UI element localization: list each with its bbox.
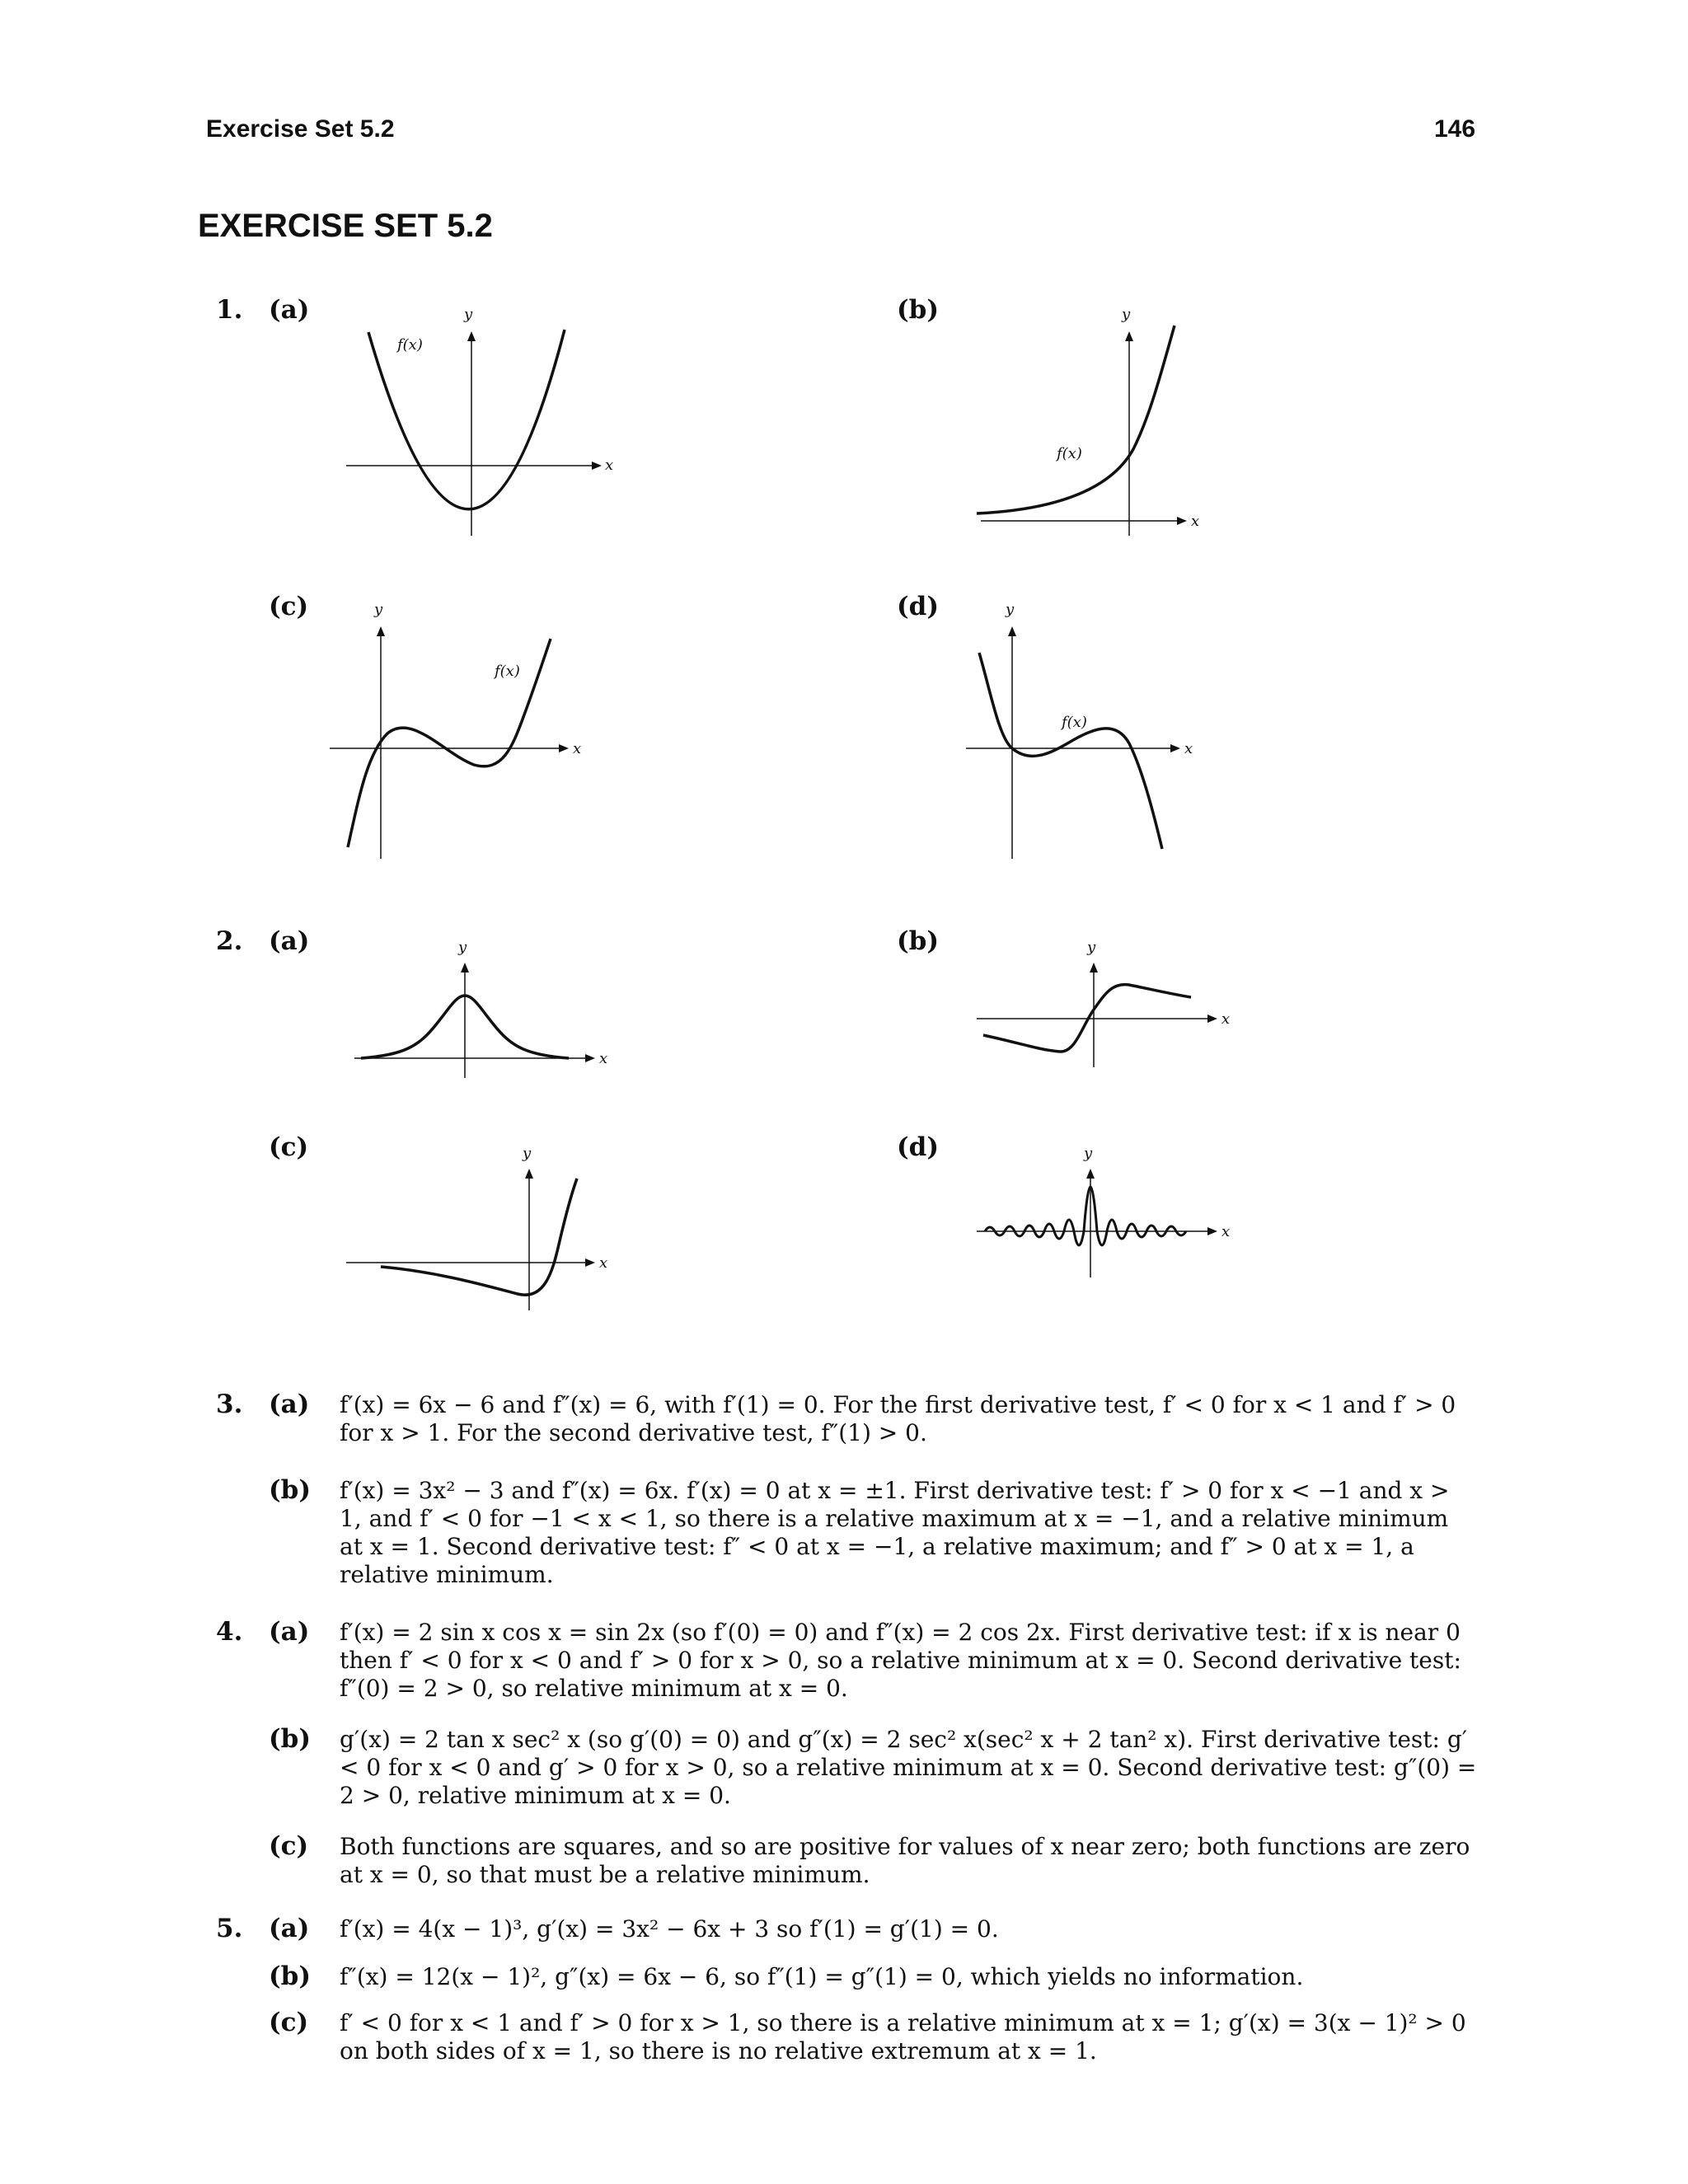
part-label-1b: (b) <box>897 295 940 325</box>
part-label-1a: (a) <box>269 295 310 325</box>
graph-1d <box>956 593 1236 865</box>
y-axis-label: y <box>1122 306 1131 323</box>
y-axis-label: y <box>523 1145 532 1162</box>
answer-4c: Both functions are squares, and so are positive for values of x near zero; both functions are zero at x = 0, so that must be a relative minimum. <box>340 1833 1470 1888</box>
function-curve <box>368 330 565 509</box>
y-axis-arrow <box>1090 963 1098 972</box>
answer-4a: f′(x) = 2 sin x cos x = sin 2x (so f′(0) = 0) and f″(x) = 2 cos 2x. First derivative test: if x is near 0 then f′ < 0 for x < 0 and f′ > 0 for x > 0, so a relative minimum at x = 0. Second derivative test: f″(0) = 2 > 0, so relative minimum at x = 0. <box>340 1619 1461 1702</box>
function-curve <box>985 1187 1186 1245</box>
x-axis-label: x <box>1221 1010 1231 1028</box>
part-label-2b: (b) <box>897 926 940 956</box>
part-label-2c: (c) <box>269 1132 309 1162</box>
x-axis-arrow <box>1207 1227 1217 1235</box>
graph-2a <box>346 931 626 1096</box>
x-axis-label: x <box>573 740 582 757</box>
y-axis-arrow <box>1125 331 1133 341</box>
x-axis-arrow <box>592 462 602 470</box>
y-axis-arrow <box>377 626 385 636</box>
x-axis-label: x <box>1184 740 1193 757</box>
y-axis-arrow <box>525 1169 533 1179</box>
running-header-title: Exercise Set 5.2 <box>206 115 395 143</box>
x-axis-label: x <box>605 457 614 474</box>
y-axis-arrow <box>1008 626 1016 636</box>
x-axis-arrow <box>1207 1015 1217 1023</box>
function-label: f(x) <box>1057 445 1082 462</box>
part-label-2a: (a) <box>269 926 310 956</box>
problem-number-2: 2. <box>216 926 243 956</box>
x-axis-label: x <box>1221 1223 1231 1240</box>
part-label-1c: (c) <box>269 592 309 621</box>
x-axis-label: x <box>599 1050 608 1067</box>
problem-number-1: 1. <box>216 295 243 325</box>
graph-1c <box>330 593 610 865</box>
part-label-5c: (c) <box>269 2008 309 2037</box>
page-number: 146 <box>1434 115 1476 143</box>
y-axis-arrow <box>461 963 469 972</box>
y-axis-label: y <box>1084 1145 1093 1162</box>
answer-3a: f′(x) = 6x − 6 and f″(x) = 6, with f′(1) = 0. For the first derivative test, f′ < 0 for x < 1 and f′ > 0 for x > 1. For the second derivative test, f″(1) > 0. <box>340 1391 1456 1446</box>
problem-number-5: 5. <box>216 1914 243 1943</box>
graph-2c <box>346 1137 626 1327</box>
part-label-5a: (a) <box>269 1914 310 1943</box>
graph-2d <box>968 1137 1249 1286</box>
part-label-3a: (a) <box>269 1390 310 1419</box>
graph-2b <box>968 931 1249 1080</box>
function-curve <box>979 653 1162 849</box>
y-axis-label: y <box>464 306 473 323</box>
x-axis-arrow <box>585 1258 595 1267</box>
y-axis-arrow <box>1086 1169 1095 1179</box>
graph-1b <box>964 297 1228 544</box>
x-axis-label: x <box>599 1254 608 1272</box>
section-title: EXERCISE SET 5.2 <box>198 208 493 244</box>
y-axis-label: y <box>1087 939 1096 956</box>
answer-5c: f′ < 0 for x < 1 and f′ > 0 for x > 1, so there is a relative minimum at x = 1; g′(x) = 3(x − 1)² > 0 on both sides of x = 1, so there is no relative extremum at x = 1. <box>340 2009 1466 2064</box>
function-curve <box>977 326 1175 513</box>
x-axis-arrow <box>1177 517 1187 525</box>
function-label: f(x) <box>1062 714 1087 731</box>
y-axis-label: y <box>1006 601 1015 618</box>
problem-number-3: 3. <box>216 1390 243 1419</box>
answer-3b: f′(x) = 3x² − 3 and f″(x) = 6x. f′(x) = 0 at x = ±1. First derivative test: f′ > 0 for x < −1 and x > 1, and f′ < 0 for −1 < x < 1, so there is a relative maximum at x = −1, and a relative minimum at x = 1. Second derivative test: f″ < 0 at x = −1, a relative maximum; and f″ > 0 at x = 1, a relative minimum. <box>340 1477 1450 1588</box>
graph-1a <box>330 297 626 544</box>
function-label: f(x) <box>397 336 423 354</box>
x-axis-arrow <box>585 1054 595 1062</box>
part-label-4c: (c) <box>269 1831 309 1861</box>
part-label-4b: (b) <box>269 1724 312 1754</box>
y-axis-label: y <box>374 601 383 618</box>
answer-5a: f′(x) = 4(x − 1)³, g′(x) = 3x² − 6x + 3 so f′(1) = g′(1) = 0. <box>340 1915 999 1943</box>
part-label-5b: (b) <box>269 1961 312 1991</box>
part-label-1d: (d) <box>897 592 940 621</box>
function-label: f(x) <box>495 663 520 680</box>
function-curve <box>348 639 551 847</box>
answer-5b: f″(x) = 12(x − 1)², g″(x) = 6x − 6, so f″(1) = g″(1) = 0, which yields no information. <box>340 1963 1304 1990</box>
x-axis-label: x <box>1191 513 1200 530</box>
function-curve <box>381 1179 577 1295</box>
answer-4b: g′(x) = 2 tan x sec² x (so g′(0) = 0) and g″(x) = 2 sec² x(sec² x + 2 tan² x). First derivative test: g′ < 0 for x < 0 and g′ > 0 for x > 0, so a relative minimum at x = 0. Second derivative test: g″(0) = 2 > 0, relative minimum at x = 0. <box>340 1726 1477 1809</box>
x-axis-arrow <box>559 744 569 752</box>
part-label-2d: (d) <box>897 1132 940 1162</box>
part-label-3b: (b) <box>269 1475 312 1505</box>
y-axis-label: y <box>458 939 467 956</box>
x-axis-arrow <box>1170 744 1180 752</box>
problem-number-4: 4. <box>216 1617 243 1647</box>
y-axis-arrow <box>467 331 476 341</box>
part-label-4a: (a) <box>269 1617 310 1647</box>
